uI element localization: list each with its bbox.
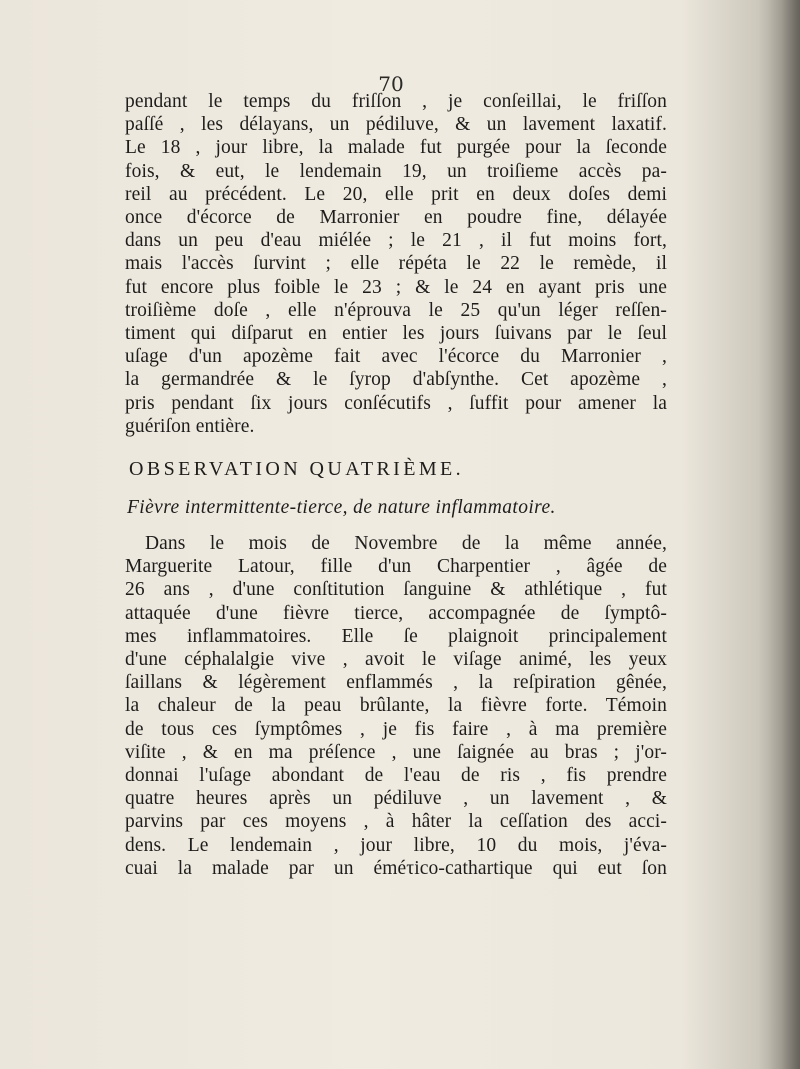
text-line: d'une céphalalgie vive , avoit le viſage animé, les yeux xyxy=(125,649,667,671)
observation-subheading: Fièvre intermittente-tierce, de nature inflammatoire. xyxy=(127,497,556,519)
text-line: dens. Le lendemain , jour libre, 10 du mois, j'éva- xyxy=(125,834,667,856)
text-line: mais l'accès ſurvint ; elle répéta le 22 le remède, il xyxy=(125,253,667,275)
page-edge-shadow xyxy=(758,0,800,1069)
text-line: timent qui diſparut en entier les jours ſuivans par le ſeul xyxy=(125,323,667,345)
text-line: la chaleur de la peau brûlante, la fièvre forte. Témoin xyxy=(125,695,667,717)
text-line: Dans le mois de Novembre de la même année, xyxy=(145,533,667,555)
observation-heading: OBSERVATION QUATRIÈME. xyxy=(129,458,465,481)
text-line: fut encore plus foible le 23 ; & le 24 en ayant pris une xyxy=(125,276,667,298)
text-line: guériſon entière. xyxy=(125,415,255,437)
text-line: Le 18 , jour libre, la malade fut purgée pour la ſeconde xyxy=(125,137,667,159)
text-line: de tous ces ſymptômes , je fis faire , à ma première xyxy=(125,718,667,740)
paragraph-1 xyxy=(125,90,667,438)
text-line: troiſième doſe , elle n'éprouva le 25 qu'un léger reſſen- xyxy=(125,299,667,321)
text-line: donnai l'uſage abondant de l'eau de ris , fis prendre xyxy=(125,765,667,787)
text-line: uſage d'un apozème fait avec l'écorce du Marronier , xyxy=(125,346,667,368)
text-line: pris pendant ſix jours conſécutifs , ſuffit pour amener la xyxy=(125,392,667,414)
text-line: viſite , & en ma préſence , une ſaignée au bras ; j'or- xyxy=(125,741,667,763)
text-line: paſſé , les délayans, un pédiluve, & un lavement laxatif. xyxy=(125,114,667,136)
text-line: Marguerite Latour, fille d'un Charpentier , âgée de xyxy=(125,556,667,578)
text-line: fois, & eut, le lendemain 19, un troiſieme accès pa- xyxy=(125,160,667,182)
text-line: once d'écorce de Marronier en poudre fine, délayée xyxy=(125,207,667,229)
text-line: pendant le temps du friſſon , je conſeillai, le friſſon xyxy=(125,91,667,112)
paragraph-2 xyxy=(125,532,667,880)
text-line: mes inflammatoires. Elle ſe plaignoit principalement xyxy=(125,625,667,647)
text-line: parvins par ces moyens , à hâter la ceſſation des acci- xyxy=(125,811,667,833)
text-line: dans un peu d'eau miélée ; le 21 , il fut moins fort, xyxy=(125,230,667,252)
text-body xyxy=(125,90,667,880)
text-line: la germandrée & le ſyrop d'abſynthe. Cet apozème , xyxy=(125,369,667,391)
text-line: attaquée d'une fièvre tierce, accompagnée de ſymptô- xyxy=(125,602,667,624)
page-number: 70 xyxy=(378,72,404,96)
text-line: ſaillans & légèrement enflammés , la reſpiration gênée, xyxy=(125,672,667,694)
text-line: cuai la malade par un éméτico-cathartique qui eut ſon xyxy=(125,857,667,879)
text-line: quatre heures après un pédiluve , un lavement , & xyxy=(125,788,667,810)
text-line: reil au précédent. Le 20, elle prit en deux doſes demi xyxy=(125,183,667,205)
text-line: 26 ans , d'une conſtitution ſanguine & athlétique , fut xyxy=(125,579,667,601)
